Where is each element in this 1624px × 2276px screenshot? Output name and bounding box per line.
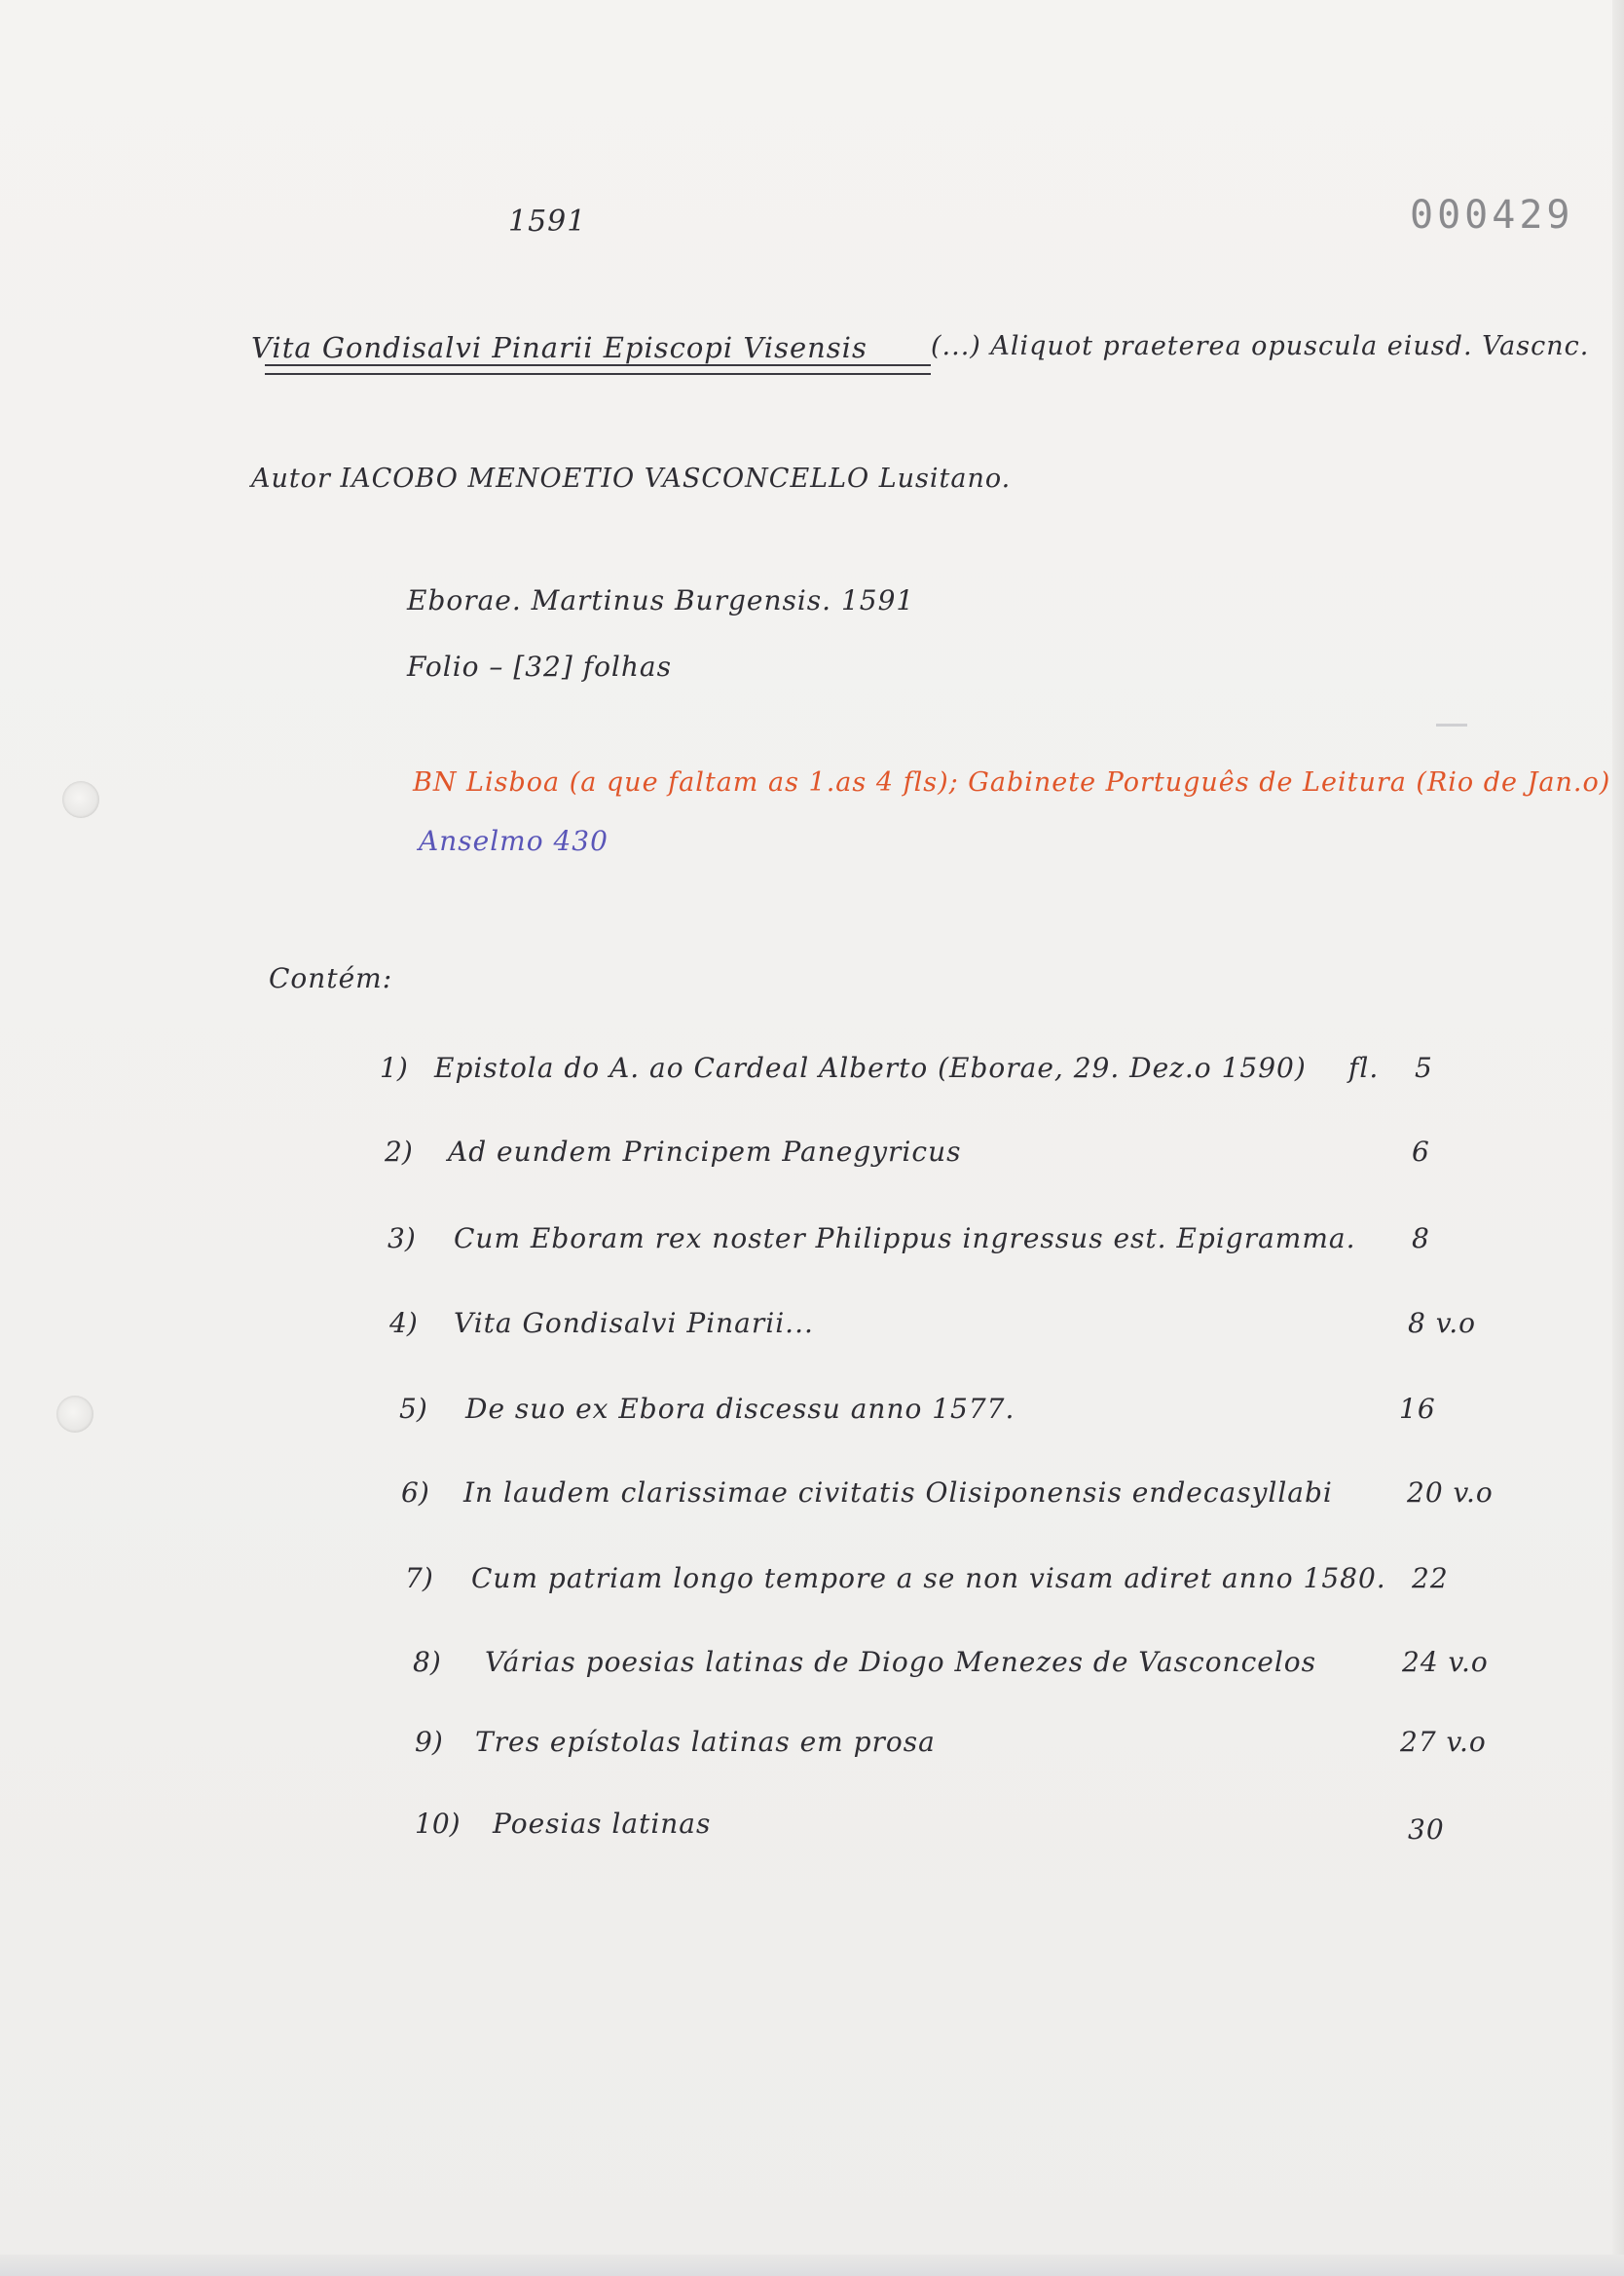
item-folio: 27 v.o [1400,1726,1487,1758]
item-title: Cum patriam longo tempore a se non visam adiret anno 1580. [471,1562,1386,1594]
item-title: Ad eundem Principem Panegyricus [448,1136,962,1168]
item-folio: 8 v.o [1408,1307,1476,1339]
author-line: Autor IACOBO MENOETIO VASCONCELLO Lusitano. [251,464,1012,494]
item-number: 4) [389,1307,418,1339]
folio-label: fl. [1348,1052,1380,1084]
item-number: 3) [388,1222,416,1254]
contents-label: Contém: [269,962,393,994]
item-folio: 20 v.o [1407,1476,1494,1509]
item-title: De suo ex Ebora discessu anno 1577. [465,1393,1015,1425]
item-number: 9) [415,1726,443,1758]
item-title: In laudem clarissimae civitatis Olisiponensis endecasyllabi [463,1476,1333,1509]
item-title: Poesias latinas [493,1808,712,1840]
item-title: Tres epístolas latinas em prosa [475,1726,936,1758]
item-number: 2) [385,1136,413,1168]
item-number: 8) [413,1646,441,1678]
pencil-mark [1436,724,1467,727]
item-folio: 24 v.o [1402,1646,1489,1678]
title-rest: (...) Aliquot praeterea opuscula eiusd. Vascnc. [931,331,1590,361]
item-number: 6) [401,1476,429,1509]
item-number: 5) [399,1393,427,1425]
bibliographic-reference: Anselmo 430 [419,825,609,857]
year-heading: 1591 [508,205,587,239]
item-folio: 8 [1412,1222,1430,1254]
item-folio: 5 [1415,1052,1433,1084]
item-title: Cum Eboram rex noster Philippus ingressus est. Epigramma. [454,1222,1356,1254]
paper-right-edge [1612,0,1624,2276]
record-number-stamp: 000429 [1410,193,1574,238]
item-title: Epistola do A. ao Cardeal Alberto (Eborae, 29. Dez.o 1590) [434,1052,1307,1084]
item-title: Vita Gondisalvi Pinarii... [454,1307,814,1339]
item-folio: 16 [1399,1393,1436,1425]
title-underlined-part: Vita Gondisalvi Pinarii Episcopi Visensis [251,331,867,364]
item-number: 1) [380,1052,408,1084]
item-number: 10) [415,1808,461,1840]
title-double-underline [265,364,931,375]
item-title: Várias poesias latinas de Diogo Menezes de Vasconcelos [485,1646,1317,1678]
item-folio: 30 [1408,1813,1445,1846]
holdings-note: BN Lisboa (a que faltam as 1.as 4 fls); Gabinete Português de Leitura (Rio de Jan.o) [413,767,1611,798]
format-line: Folio – [32] folhas [407,651,672,683]
punch-hole-bottom [56,1396,93,1433]
imprint-line: Eborae. Martinus Burgensis. 1591 [407,584,915,616]
item-number: 7) [405,1562,433,1594]
item-folio: 6 [1412,1136,1430,1168]
punch-hole-top [62,781,99,818]
paper-bottom-edge [0,2255,1624,2276]
item-folio: 22 [1412,1562,1449,1594]
